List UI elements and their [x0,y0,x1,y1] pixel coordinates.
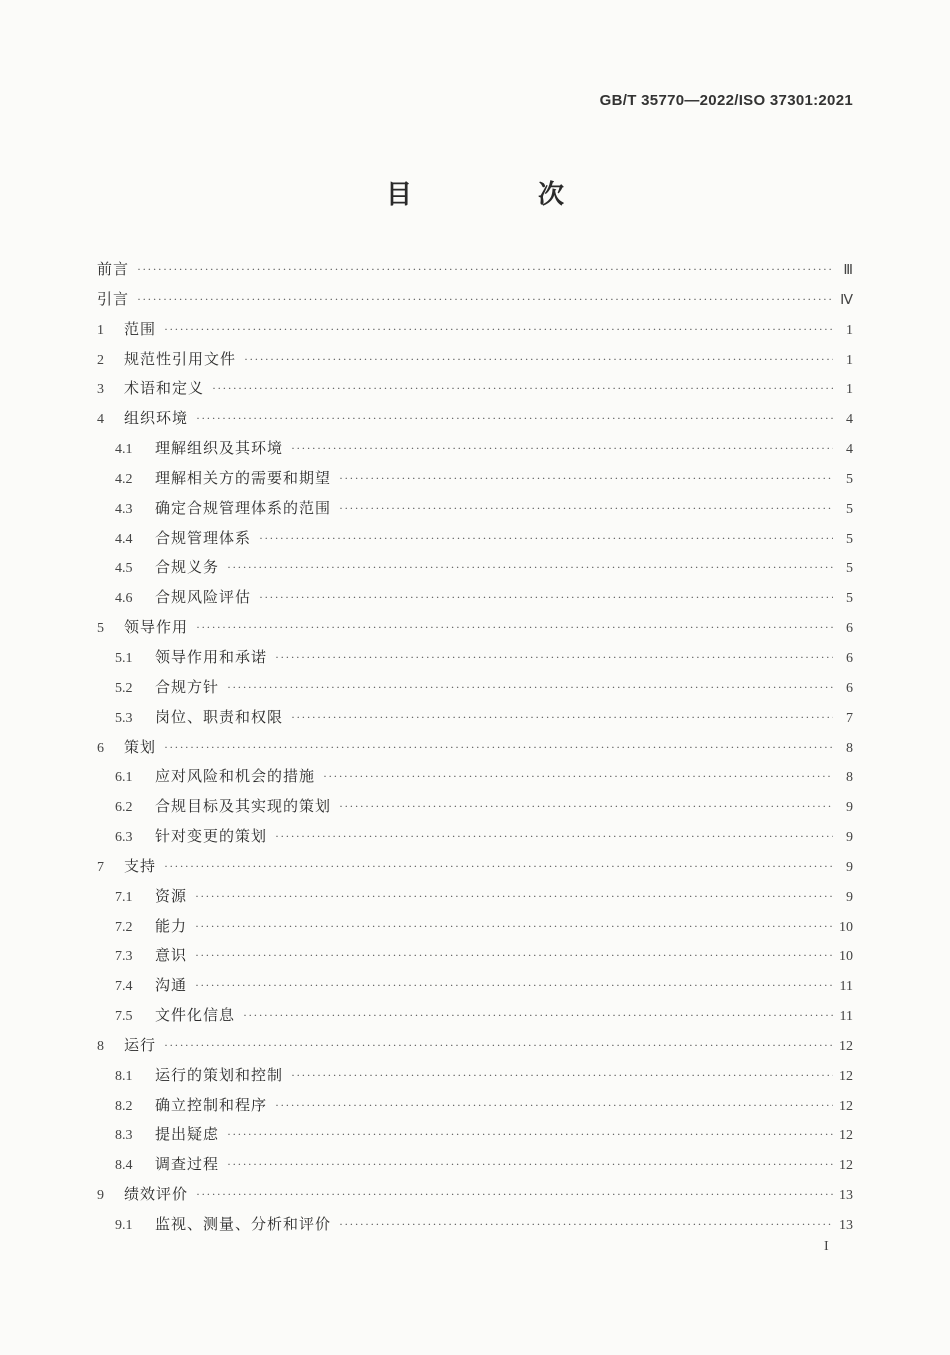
toc-entry[interactable] [97,494,853,524]
toc-entry-page: 1 [846,322,853,338]
toc-entry-number: 6.1 [115,770,133,786]
toc-entry[interactable] [97,941,853,971]
toc-entry-number: 4.5 [115,561,133,577]
toc-dot-leader [244,345,833,375]
toc-entry-label: 岗位、职责和权限 [155,707,284,726]
toc-entry-page: 9 [846,830,853,846]
standard-code: GB/T 35770—2022/ISO 37301:2021 [599,92,853,109]
toc-entry[interactable] [97,792,853,822]
toc-entry-number: 1 [97,322,104,338]
toc-dot-leader [195,882,833,912]
toc-entry-number: 8.4 [115,1158,133,1174]
toc-entry-page: 1 [846,352,853,368]
toc-entry-number: 3 [97,382,104,398]
toc-entry[interactable] [97,583,853,613]
toc-entry-label: 引言 [97,289,130,308]
toc-entry-page: 5 [846,501,853,517]
toc-entry[interactable] [97,1150,853,1180]
toc-entry-label: 合规管理体系 [155,528,252,547]
toc-entry-label: 范围 [124,319,157,338]
toc-dot-leader [339,464,833,494]
toc-dot-leader [323,762,833,792]
toc-entry-label: 确定合规管理体系的范围 [155,498,332,517]
toc-entry-label: 领导作用和承诺 [155,647,268,666]
toc-dot-leader [291,434,833,464]
toc-entry-label: 调查过程 [155,1155,220,1174]
toc-entry[interactable] [97,852,853,882]
toc-entry[interactable] [97,613,853,643]
toc-entry-label: 合规风险评估 [155,588,252,607]
toc-entry[interactable] [97,345,853,375]
toc-entry-page: 4 [846,412,853,428]
toc-entry-number: 5 [97,621,104,637]
toc-entry-number: 6.2 [115,800,133,816]
toc-entry-label: 术语和定义 [124,379,205,398]
toc-dot-leader [164,315,833,345]
toc-entry[interactable] [97,673,853,703]
toc-dot-leader [195,912,833,942]
toc-entry-number: 5.2 [115,680,133,696]
toc-dot-leader [212,374,833,404]
toc-entry-label: 前言 [97,260,130,278]
table-of-contents [97,255,853,1240]
toc-entry[interactable] [97,374,853,404]
toc-dot-leader [137,255,833,285]
toc-entry[interactable] [97,1180,853,1210]
toc-entry-label: 领导作用 [124,618,189,637]
toc-entry-label: 提出疑虑 [155,1125,220,1144]
toc-entry[interactable] [97,315,853,345]
toc-dot-leader [137,285,833,315]
toc-entry[interactable] [97,822,853,852]
toc-entry[interactable] [97,882,853,912]
toc-entry-label: 组织环境 [124,409,189,428]
toc-entry-label: 意识 [155,946,188,965]
toc-entry-page: 6 [846,621,853,637]
toc-entry-label: 合规义务 [155,558,220,577]
toc-entry-number: 4.4 [115,531,133,547]
toc-dot-leader [196,613,833,643]
toc-entry-label: 资源 [155,886,188,905]
toc-entry-label: 策划 [124,737,157,756]
toc-dot-leader [291,703,833,733]
toc-entry-number: 7 [97,859,104,875]
toc-entry[interactable] [97,1091,853,1121]
toc-dot-leader [339,494,833,524]
toc-entry-page: 13 [839,1188,853,1204]
toc-entry-page: 10 [839,949,853,965]
toc-entry-label: 理解相关方的需要和期望 [155,468,332,487]
toc-dot-leader [227,673,833,703]
toc-entry-label: 合规目标及其实现的策划 [155,797,332,816]
toc-entry[interactable] [97,1061,853,1091]
toc-entry-page: 6 [846,680,853,696]
toc-entry-number: 7.1 [115,889,133,905]
toc-entry-number: 6.3 [115,830,133,846]
toc-dot-leader [259,583,833,613]
toc-entry-page: 5 [846,591,853,607]
page-number: I [824,1239,829,1254]
toc-entry-number: 8.2 [115,1098,133,1114]
toc-dot-leader [164,733,833,763]
toc-dot-leader [164,1031,833,1061]
toc-entry-page: 8 [846,740,853,756]
toc-dot-leader [196,404,833,434]
toc-dot-leader [195,941,833,971]
toc-entry-label: 支持 [124,856,157,875]
toc-entry-page: 12 [839,1038,853,1054]
toc-dot-leader [275,1091,833,1121]
toc-entry-page: 4 [846,442,853,458]
toc-entry-label: 理解组织及其环境 [155,439,284,458]
toc-entry[interactable] [97,553,853,583]
toc-entry-label: 能力 [155,916,188,935]
toc-entry-number: 2 [97,352,104,368]
toc-entry-label: 应对风险和机会的措施 [155,767,316,786]
toc-dot-leader [227,1120,833,1150]
toc-entry-page: 9 [846,800,853,816]
toc-entry-number: 6 [97,740,104,756]
toc-entry[interactable] [97,524,853,554]
toc-entry-label: 合规方针 [155,677,220,696]
toc-entry-number: 9 [97,1188,104,1204]
toc-dot-leader [196,1180,833,1210]
toc-entry-number: 4.3 [115,501,133,517]
toc-entry[interactable] [97,762,853,792]
toc-entry-page: 7 [846,710,853,726]
toc-entry[interactable] [97,404,853,434]
toc-entry-page: 9 [846,859,853,875]
toc-entry-page: 5 [846,561,853,577]
toc-entry-page: 9 [846,889,853,905]
toc-entry-page: 12 [839,1128,853,1144]
toc-dot-leader [339,1210,833,1240]
toc-dot-leader [195,971,833,1001]
toc-dot-leader [164,852,833,882]
toc-entry[interactable] [97,643,853,673]
toc-entry[interactable] [97,1031,853,1061]
toc-dot-leader [243,1001,833,1031]
toc-entry-label: 沟通 [155,976,188,995]
toc-entry-label: 针对变更的策划 [155,827,268,846]
toc-entry-number: 5.1 [115,650,133,666]
toc-entry[interactable] [97,703,853,733]
toc-entry-label: 运行的策划和控制 [155,1065,284,1084]
toc-dot-leader [291,1061,833,1091]
toc-entry-label: 绩效评价 [124,1185,189,1204]
toc-entry-number: 9.1 [115,1218,133,1233]
toc-entry-page: 12 [839,1158,853,1174]
toc-entry-page: 11 [839,1009,853,1025]
toc-entry-page: 12 [839,1068,853,1084]
toc-entry-page: 1 [846,382,853,398]
toc-entry-number: 7.3 [115,949,133,965]
toc-entry-number: 5.3 [115,710,133,726]
toc-entry-number: 7.2 [115,919,133,935]
toc-entry[interactable] [97,464,853,494]
toc-entry-page: 13 [839,1218,853,1233]
toc-entry-label: 文件化信息 [155,1006,236,1025]
toc-entry-page: 12 [839,1098,853,1114]
toc-entry[interactable] [97,434,853,464]
toc-dot-leader [259,524,833,554]
toc-entry-number: 4.6 [115,591,133,607]
toc-dot-leader [227,553,833,583]
toc-entry-page: 8 [846,770,853,786]
page-title: 目 次 [385,180,614,210]
toc-entry[interactable] [97,285,853,315]
toc-entry-number: 8.3 [115,1128,133,1144]
toc-entry-page: 10 [839,919,853,935]
toc-entry-number: 7.5 [115,1009,133,1025]
toc-entry-number: 8 [97,1038,104,1054]
toc-entry-page: 11 [839,979,853,995]
toc-entry-number: 7.4 [115,979,133,995]
toc-entry-page: 5 [846,471,853,487]
toc-entry[interactable] [97,1210,853,1240]
toc-entry-label: 规范性引用文件 [124,349,237,368]
toc-entry-page: Ⅲ [843,263,853,278]
toc-entry[interactable] [97,971,853,1001]
toc-dot-leader [227,1150,833,1180]
toc-entry-label: 确立控制和程序 [155,1095,268,1114]
toc-entry[interactable] [97,733,853,763]
toc-entry-number: 8.1 [115,1068,133,1084]
toc-entry-label: 监视、测量、分析和评价 [155,1215,332,1233]
toc-entry-page: 5 [846,531,853,547]
toc-entry[interactable] [97,255,853,285]
toc-entry[interactable] [97,1001,853,1031]
toc-dot-leader [339,792,833,822]
toc-entry-page: 6 [846,650,853,666]
toc-entry[interactable] [97,912,853,942]
toc-dot-leader [275,822,833,852]
toc-dot-leader [275,643,833,673]
toc-entry-number: 4.2 [115,471,133,487]
toc-entry-label: 运行 [124,1035,157,1054]
toc-entry[interactable] [97,1120,853,1150]
toc-entry-page: Ⅳ [840,292,853,308]
toc-entry-number: 4.1 [115,442,133,458]
toc-entry-number: 4 [97,412,104,428]
